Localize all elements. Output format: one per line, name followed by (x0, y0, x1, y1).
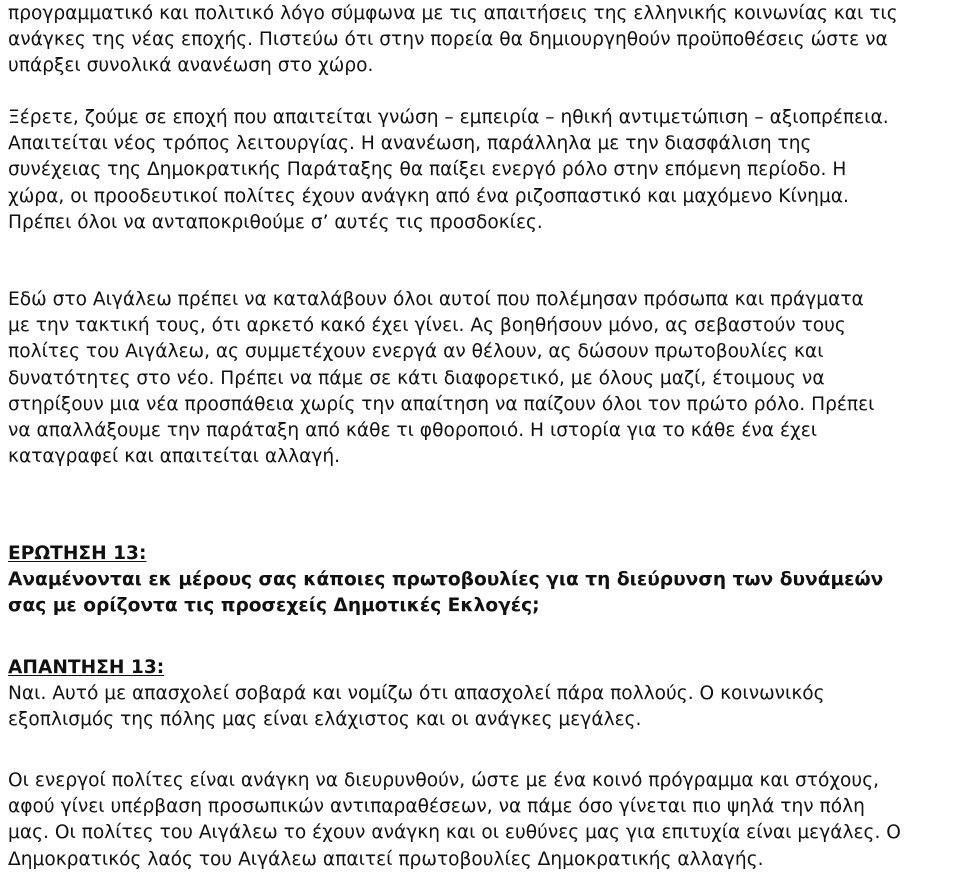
answer-13-paragraph-2 (8, 768, 948, 873)
text-line: πολίτες του Αιγάλεω, ας συμμετέχουν ενεργά αν θέλουν, ας δώσουν πρωτοβουλίες και (8, 341, 824, 363)
text-line: Δημοκρατικός λαός του Αιγάλεω απαιτεί πρωτοβουλίες Δημοκρατικής αλλαγής. (8, 848, 764, 870)
text-line: Εδώ στο Αιγάλεω πρέπει να καταλάβουν όλοι αυτοί που πολέμησαν πρόσωπα και πράγματα (8, 289, 864, 310)
paragraph-aigaleo (8, 287, 948, 470)
question-label: ΕΡΩΤΗΣΗ 13: (8, 543, 147, 564)
text-line: εξοπλισμός της πόλης μας είναι ελάχιστος και οι ανάγκες μεγάλες. (8, 709, 642, 731)
text-line: χώρα, οι προοδευτικοί πολίτες έχουν ανάγκη από ένα ριζοσπαστικό και μαχόμενο Κίνημα. (8, 185, 849, 207)
answer-label: ΑΠΑΝΤΗΣΗ 13: (8, 657, 165, 678)
question-text-line: Αναμένονται εκ μέρους σας κάποιες πρωτοβουλίες για τη διεύρυνση των δυνάμεών (8, 569, 884, 591)
text-line: αφού γίνει υπέρβαση προσωπικών αντιπαραθέσεων, να πάμε όσο γίνεται πιο ψηλά την πόλη (8, 796, 865, 818)
text-line: Ξέρετε, ζούμε σε εποχή που απαιτείται γνώση – εμπειρία – ηθική αντιμετώπιση – αξιοπρέπεια. (8, 107, 889, 128)
text-line: δυνατότητες στο νέο. Πρέπει να πάμε σε κάτι διαφορετικό, με όλους μαζί, έτοιμους να (8, 367, 825, 389)
text-line: ανάγκες της νέας εποχής. Πιστεύω ότι στην πορεία θα δημιουργηθούν προϋποθέσεις ώστε να (8, 29, 888, 51)
text-line: Οι ενεργοί πολίτες είναι ανάγκη να διευρυνθούν, ώστε με ένα κοινό πρόγραμμα και στόχους, (8, 770, 880, 791)
text-line: υπάρξει συνολικά ανανέωση στο χώρο. (8, 55, 374, 77)
text-line: να απαλλάξουμε την παράταξη από κάθε τι φθοροποιό. Η ιστορία για το κάθε ένα έχει (8, 420, 818, 442)
question-13 (8, 541, 948, 620)
question-text-line: σας με ορίζοντα τις προσεχείς Δημοτικές Εκλογές; (8, 595, 540, 617)
text-line: συνέχειας της Δημοκρατικής Παράταξης θα παίξει ενεργό ρόλο στην επόμενη περίοδο. Η (8, 159, 847, 181)
text-line: καταγραφεί και απαιτείται αλλαγή. (8, 446, 341, 468)
text-line: με την τακτική τους, ότι αρκετό κακό έχει γίνει. Ας βοηθήσουν μόνο, ας σεβαστούν τους (8, 315, 846, 337)
text-line: προγραμματικό και πολιτικό λόγο σύμφωνα με τις απαιτήσεις της ελληνικής κοινωνίας και τις (8, 3, 898, 24)
text-line: στηρίξουν μια νέα προσπάθεια χωρίς την απαίτηση να παίζουν όλοι τον πρώτο ρόλο. Πρέπει (8, 393, 875, 415)
paragraph-intro-continuation (8, 1, 948, 80)
answer-13 (8, 655, 948, 734)
text-line: Απαιτείται νέος τρόπος λειτουργίας. Η ανανέωση, παράλληλα με την διασφάλιση της (8, 133, 812, 155)
text-line: μας. Οι πολίτες του Αιγάλεω το έχουν ανάγκη και οι ευθύνες μας για επιτυχία είναι μεγάλες. Ο (8, 822, 901, 844)
paragraph-renewal (8, 105, 948, 236)
text-line: Πρέπει όλοι να ανταποκριθούμε σ’ αυτές τις προσδοκίες. (8, 211, 543, 233)
text-line: Ναι. Αυτό με απασχολεί σοβαρά και νομίζω ότι απασχολεί πάρα πολλούς. Ο κοινωνικός (8, 683, 825, 705)
